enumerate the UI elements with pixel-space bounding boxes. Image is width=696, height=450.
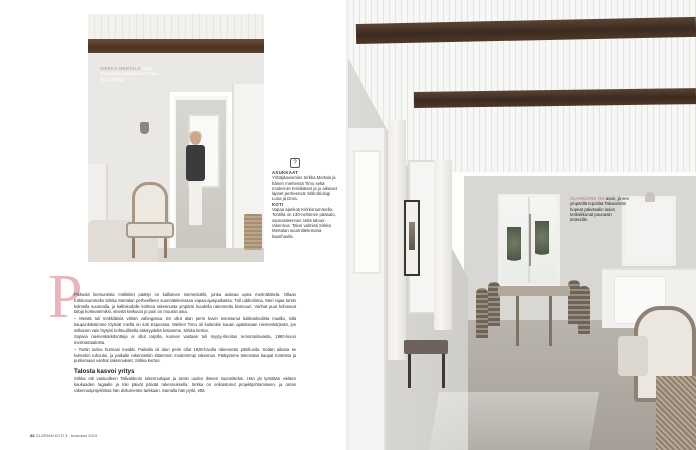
dining-table xyxy=(498,286,570,296)
upholstered-bench xyxy=(404,340,448,354)
photo-caption-top: SIRKKA MERTALA valitsi sisustuksensaksalaisen Tiinan Tyyn sänkyä. xyxy=(100,66,158,82)
info-icon: ? xyxy=(290,158,300,168)
info-box xyxy=(272,158,340,239)
ceiling-beam xyxy=(88,39,264,53)
subheading: Talosta kasvoi yritys xyxy=(74,368,135,375)
dining-room-photo xyxy=(348,0,696,450)
caption-name: OLOHUONE ON xyxy=(570,196,605,201)
paragraph: – Tontin tarina hurmasi meidät. Paikalla oli alun perin ollut 1930-luvulla rakennettu pitsihuvila. Sodan aikana se kuitenkin tuhoutui, ja paikalle rakennettiin sittemmin modernimpi rakennus. Päätyimme tekemään kaupat tonteista ja purkamaan vanhat rakennukset, Sirkka kertoo. xyxy=(74,346,296,364)
wicker-basket xyxy=(244,214,262,250)
info-text-residents: Yrittäjäaviomies Sirkka Mertala ja hänen miehensä Timo sekä moderniin teiniikäiset ja jo aikuiset lapset perheensä: Mikrobiologi Luna ja Dora. xyxy=(272,175,337,202)
candle-chandelier xyxy=(529,214,531,266)
pendant-lamp xyxy=(645,192,655,202)
page-footer xyxy=(30,433,97,438)
paragraph: – Meistä tuli mökkiläisiä vähän vahingossa. En ollut alan perin kovin innostunut kakkoskodista maalla, sillä kaupunkikotimme löytivät meillä on koti Espoossa. Miehen Timo oli kuitenkin kauan ajatuksiaan niemenkärjestä, jos sellainen vain löytyisi kohtuulliselta etäisyydeltä kotiamme, Sirkka kertoo. xyxy=(74,316,296,333)
info-heading-residents: ASUKKAAT xyxy=(272,170,299,175)
page-gutter xyxy=(346,0,350,450)
bench-leg xyxy=(408,354,411,388)
cane-armchair xyxy=(618,306,696,450)
article-body xyxy=(74,292,296,394)
dining-chair xyxy=(476,288,488,338)
woman-standing xyxy=(184,132,206,228)
paragraph: Sopivia niemenkärkitontteja ei ollut tarjolla, kunnes vastaan tuli myyty-ilmoitus remontoitavasta, 1960-luvun merirantatalosta. xyxy=(74,334,296,345)
curtain xyxy=(434,160,452,330)
info-heading-home: KOTI xyxy=(272,201,284,207)
wall-lamp xyxy=(140,122,149,134)
magazine-name: GLORIAN KOTI xyxy=(35,433,65,438)
table-base xyxy=(516,296,552,346)
paragraph: Sirkka otti vastuulleen Tallvaldenin rakennuttajan ja tontin uuden ilmeen suunnittelun. Hän jäi työstään vieläen kaukaaden ragaalle ja toki päivät päivää rakennuksella. Sirkka on erikoistunut projektijohtamiseen, ja oman rakennusprojektinsa hän dokumentoi tarkkaan. Samalla hän pyrki, että xyxy=(74,376,296,393)
photo-caption-right: OLOHUONE ON avari, ja sen ympärillä lepotilat.Takaseinän hopeat päiväsalin lasiot teräsikkunat puunasin terassille. xyxy=(570,196,630,223)
armchair xyxy=(124,182,174,260)
door-panel xyxy=(353,150,381,274)
living-room-photo xyxy=(88,14,264,262)
page-number: 22 xyxy=(30,433,35,438)
drop-cap: P xyxy=(48,263,83,331)
bench-leg xyxy=(442,354,445,388)
issue-info: 3 · toukokuu 2019 xyxy=(65,433,98,438)
caption-name: SIRKKA MERTALA xyxy=(100,66,141,71)
floor-light xyxy=(429,392,599,450)
info-text-home: Vapaa ajankoti Kirkkonummella. Tontilla on 130-neliöinen pääsalo, saunarakennus sekä talousrakennus. Talon valmisti Sirkka Mertalan suunnittelemana kaarihuvila. xyxy=(272,207,336,239)
framed-painting xyxy=(404,200,420,276)
kitchen-window xyxy=(622,196,676,266)
paragraph: Pikkusiä kiemuroista mökkitiet päättyi on kallioinen niemenkärki, jonka aukeaa upea merinäkötela. Ollaan Kirkkonummella Sirkka Mertalan perheellleen suunnittelemassa vapaa-ajanpaikassa. Tull uddenlinna, Meri rajaa tontin kolmella suunnalla, ja kalliokodolle kolmea rakennusta ympäröi huudella rakennettu kivimuuri. Vanhat puut kohoavat taloja korkeammiksi, sinertä kivikuvat jo puin on muusiin asia. xyxy=(74,292,296,315)
